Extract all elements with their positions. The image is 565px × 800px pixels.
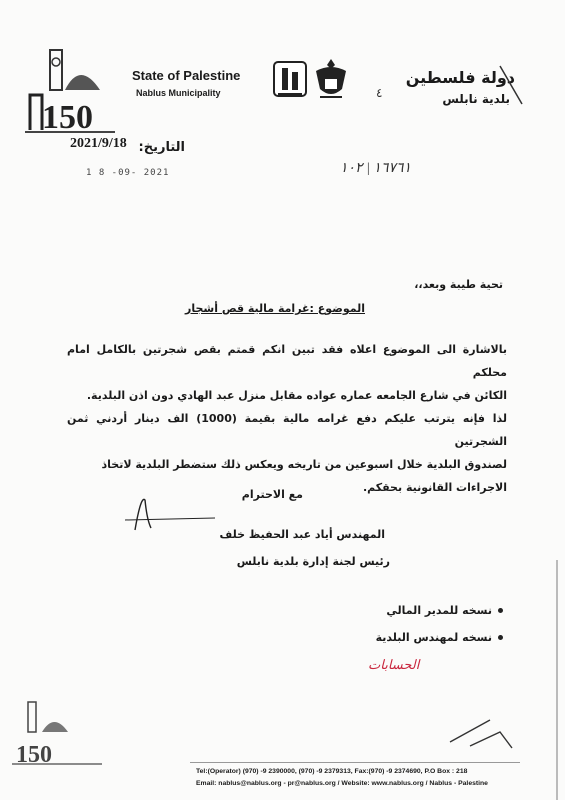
corner-pen-mark xyxy=(496,60,526,110)
body-line: بالاشارة الى الموضوع اعلاه فقد تبين انكم قمتم بقص شجرتين بالكامل امام محلكم xyxy=(67,343,507,379)
municipality-emblem-icon xyxy=(270,58,310,100)
copy-label: نسخه للمدير المالي xyxy=(386,604,492,617)
body-line: الاجراءات القانونية بحقكم. xyxy=(362,481,507,494)
palestine-eagle-emblem-icon xyxy=(312,55,350,103)
handwritten-reference-number: ١٦٧٦١ | ١٠٢ xyxy=(340,161,412,176)
state-name-ar: دولة فلسطين xyxy=(405,68,515,87)
letter-greeting: تحية طيبة وبعد،، xyxy=(414,278,503,291)
red-handwritten-note: الحسابات xyxy=(368,658,420,673)
body-line: لصندوق البلدية خلال اسبوعين من تاريخه ويعكس ذلك ستضطر البلدية لاتخاذ xyxy=(101,458,507,471)
body-line: الكائن في شارع الجامعه عماره عواده مقابل منزل عبد الهادي دون اذن البلدية. xyxy=(86,389,507,402)
scan-edge-line xyxy=(556,560,558,800)
municipality-150-logo xyxy=(20,40,120,135)
date-label: التاريخ: xyxy=(138,140,185,155)
footer-logo-number: 150 xyxy=(16,742,52,768)
received-stamp-date: 1 8 -09- 2021 xyxy=(86,168,170,178)
footer-contact-web: Email: nablus@nablus.org - pr@nablus.org / Website: www.nablus.org / Nablus - Palestine xyxy=(196,780,488,787)
footer-pen-mark xyxy=(440,712,520,752)
letter-subject: الموضوع :غرامة مالية قص أشجار xyxy=(185,302,365,315)
handwritten-mark: ٤ xyxy=(376,86,383,100)
bullet-icon xyxy=(498,635,503,640)
letter-closing: مع الاحترام xyxy=(241,488,303,501)
copy-item xyxy=(376,631,503,644)
footer-contact-phone: Tel:(Operator) (970) -9 2390000, (970) -9 2379313, Fax:(970) -9 2374690, P.O Box : 218 xyxy=(196,768,468,775)
date-value: 2021/9/18 xyxy=(70,136,127,151)
copy-item xyxy=(376,604,503,617)
bullet-icon xyxy=(498,608,503,613)
municipality-name-en: Nablus Municipality xyxy=(136,88,221,98)
handwritten-signature xyxy=(105,490,225,535)
copies-list xyxy=(376,604,503,658)
letter-body xyxy=(67,338,507,499)
copy-label: نسخه لمهندس البلدية xyxy=(375,631,492,644)
state-name-en: State of Palestine xyxy=(132,68,241,83)
footer-divider xyxy=(190,762,520,763)
signer-title: رئيس لجنة إدارة بلدية نابلس xyxy=(236,555,390,568)
body-line: لذا فإنه يترتب عليكم دفع غرامه مالية بقيمة (1000) الف دينار أردني ثمن الشجرتين xyxy=(67,412,507,448)
signer-name: المهندس أياد عبد الحفيظ خلف xyxy=(219,528,385,541)
footer-150-logo xyxy=(12,698,102,768)
logo-number: 150 xyxy=(42,99,93,135)
municipality-name-ar: بلدية نابلس xyxy=(442,92,510,106)
